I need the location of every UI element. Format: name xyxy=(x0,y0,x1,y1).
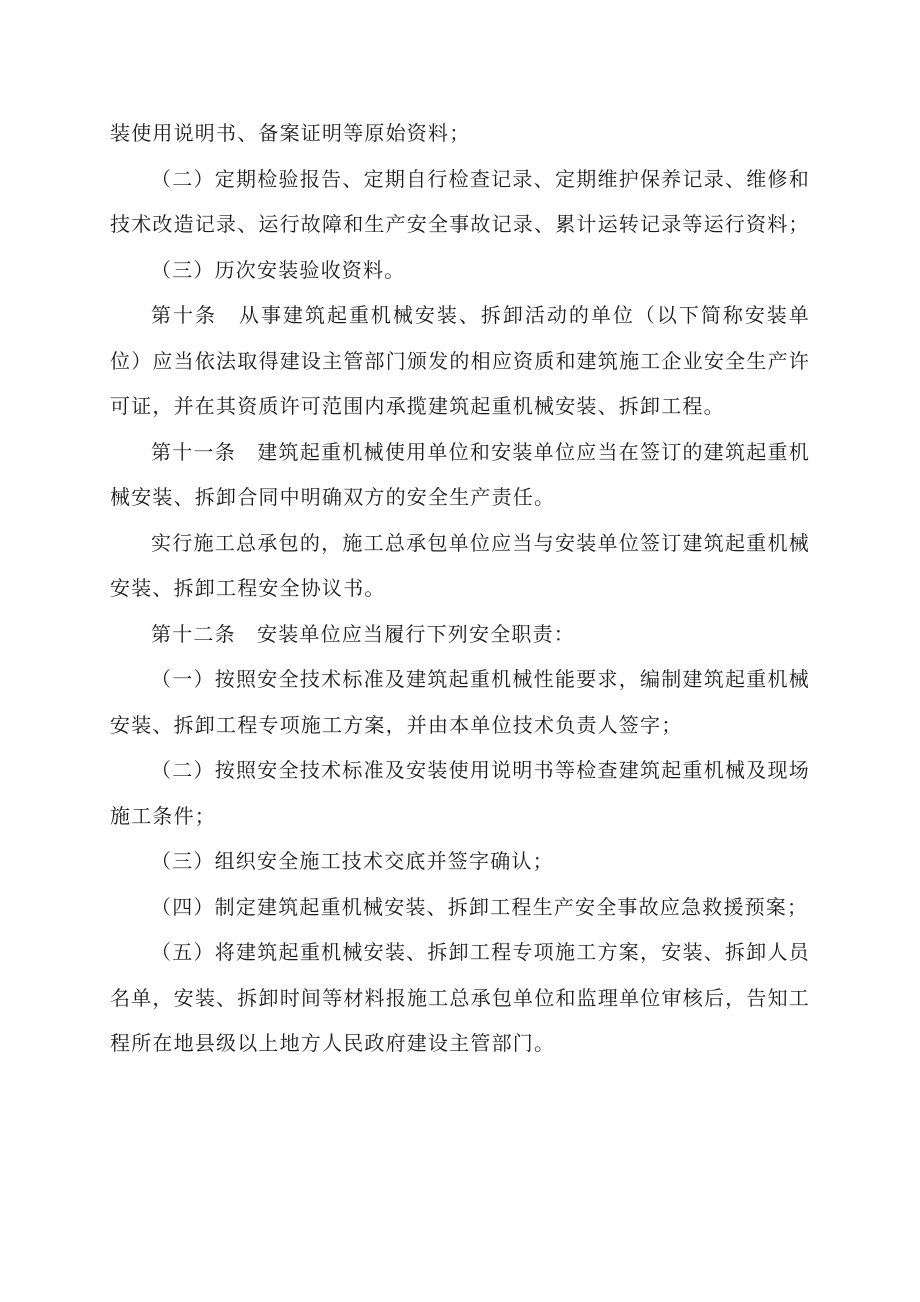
article-10: 第十条 从事建筑起重机械安装、拆卸活动的单位（以下简称安装单位）应当依法取得建设主管部门颁发的相应资质和建筑施工企业安全生产许可证，并在其资质许可范围内承揽建筑起重机械安装、拆卸工程。 xyxy=(110,303,810,418)
article-12-item-5: （五）将建筑起重机械安装、拆卸工程专项施工方案，安装、拆卸人员名单，安装、拆卸时间等材料报施工总承包单位和监理单位审核后，告知工程所在地县级以上地方人民政府建设主管部门。 xyxy=(110,940,810,1055)
article-12: 第十二条 安装单位应当履行下列安全职责： xyxy=(151,621,575,646)
paragraph-item-2-records: （二）定期检验报告、定期自行检查记录、定期维护保养记录、维修和技术改造记录、运行故障和生产安全事故记录、累计运转记录等运行资料； xyxy=(110,166,810,236)
article-12-item-2: （二）按照安全技术标准及安装使用说明书等检查建筑起重机械及现场施工条件； xyxy=(110,758,810,828)
article-12-item-1: （一）按照安全技术标准及建筑起重机械性能要求，编制建筑起重机械安装、拆卸工程专项施工方案，并由本单位技术负责人签字； xyxy=(110,667,810,737)
article-11: 第十一条 建筑起重机械使用单位和安装单位应当在签订的建筑起重机械安装、拆卸合同中明确双方的安全生产责任。 xyxy=(110,439,810,509)
paragraph-general-contracting: 实行施工总承包的，施工总承包单位应当与安装单位签订建筑起重机械安装、拆卸工程安全协议书。 xyxy=(110,530,810,600)
document-body xyxy=(110,111,810,1067)
article-12-item-3: （三）组织安全施工技术交底并签字确认； xyxy=(151,849,554,873)
paragraph-item-3-acceptance: （三）历次安装验收资料。 xyxy=(151,257,406,282)
paragraph-continuation: 装使用说明书、备案证明等原始资料； xyxy=(110,121,471,145)
article-12-item-4: （四）制定建筑起重机械安装、拆卸工程生产安全事故应急救援预案； xyxy=(151,894,809,919)
